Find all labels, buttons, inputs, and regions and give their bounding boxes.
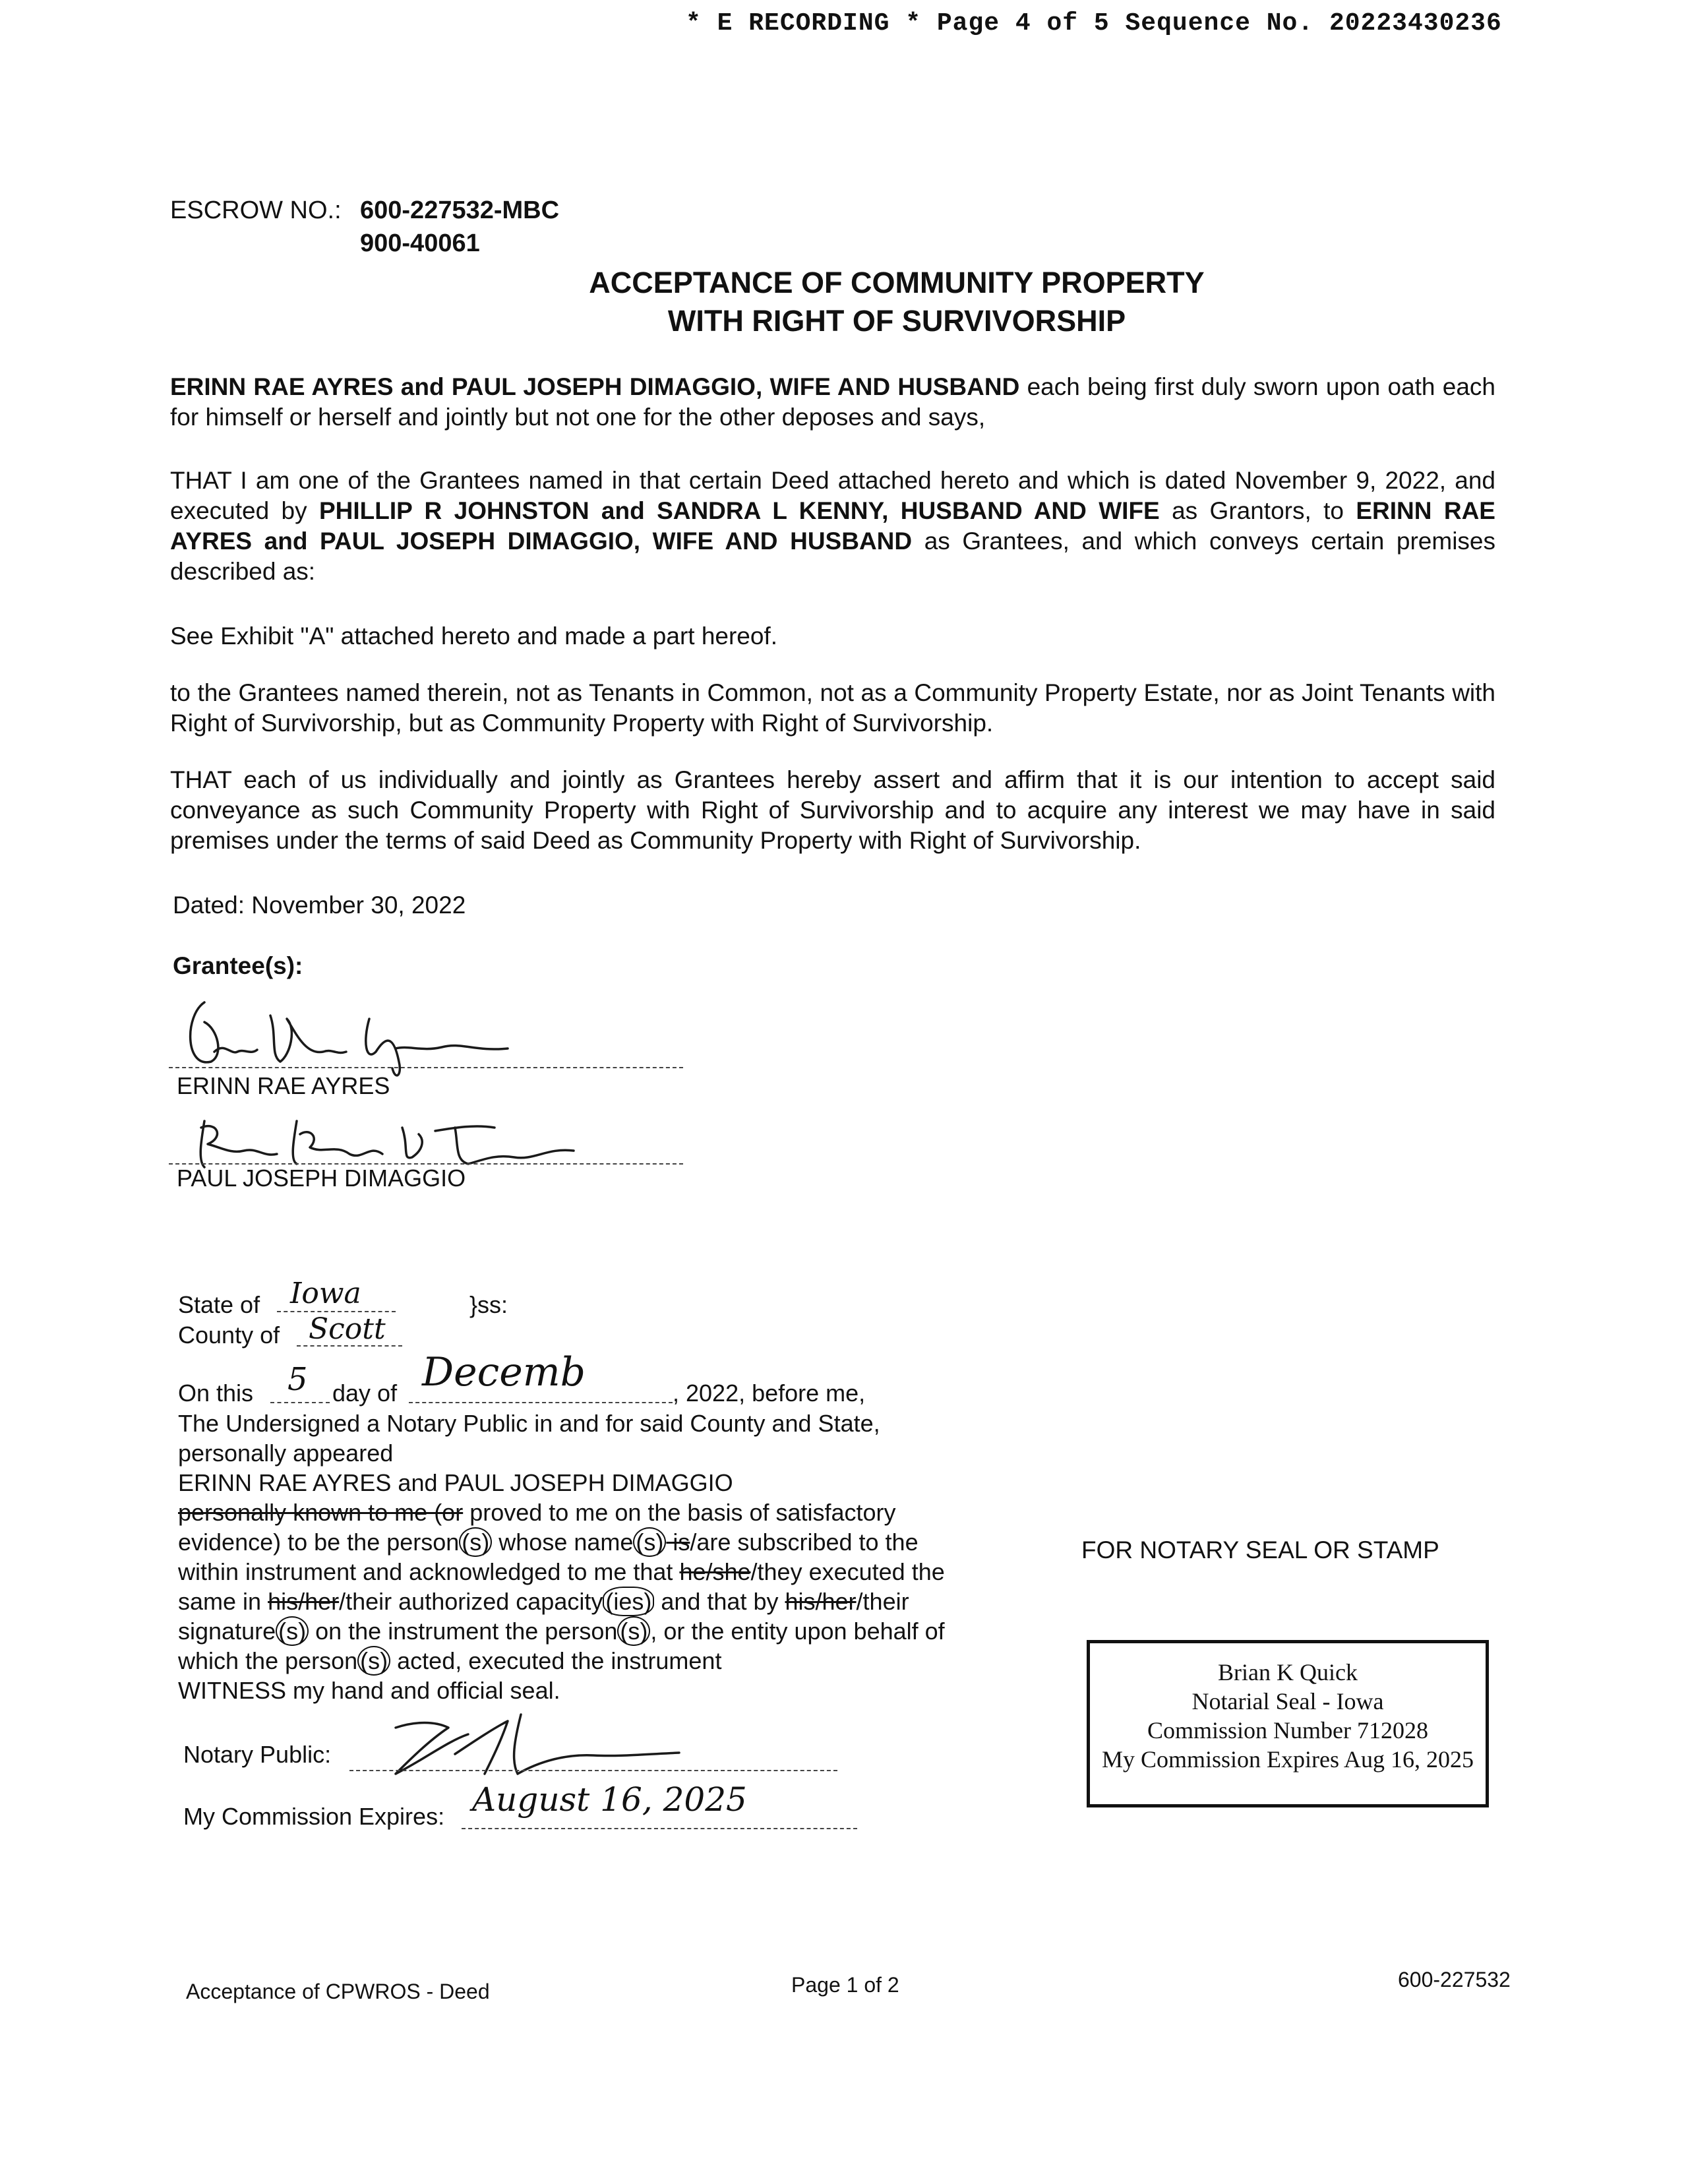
struck-hisher-1: his/her xyxy=(268,1588,340,1615)
notary-line-10 xyxy=(178,1646,1062,1676)
notary-l6b: whose name xyxy=(492,1529,634,1556)
document-title xyxy=(0,264,1688,340)
notary-public-label: Notary Public: xyxy=(183,1741,332,1768)
deed-ref-text-c: as Grantors, to xyxy=(1159,497,1356,524)
paragraph-affirmation: THAT each of us individually and jointly as Grantees hereby assert and affirm that it is our intention to accept said conveyance as such Community Property with Right of Survivorship and to acquire any interest we may have in said premises under the terms of said Deed as Community Property with Right of Survivorship. xyxy=(170,766,1495,854)
paragraph-deposition xyxy=(170,372,1495,433)
notary-line-5 xyxy=(178,1498,1062,1527)
county-label: County of xyxy=(178,1321,280,1349)
grantees-names-bold-2: ERINN RAE AYRES and PAUL JOSEPH DIMAGGIO, WIFE AND HUSBAND xyxy=(170,497,1495,555)
notary-l7b: /they executed the xyxy=(750,1558,945,1585)
circled-s-1: (s) xyxy=(459,1527,492,1557)
recording-header: * E RECORDING * Page 4 of 5 Sequence No. 20223430236 xyxy=(686,9,1502,38)
title-line-2: WITH RIGHT OF SURVIVORSHIP xyxy=(667,304,1126,338)
circled-ies: (ies) xyxy=(603,1587,654,1616)
escrow-number-primary: 600-227532-MBC xyxy=(360,197,560,224)
state-handwritten: Iowa xyxy=(290,1277,361,1310)
notary-l9a: signature xyxy=(178,1618,276,1645)
grantees-label: Grantee(s): xyxy=(173,952,303,979)
commission-expires-label: My Commission Expires: xyxy=(183,1803,445,1830)
notary-l8b: /their authorized capacity xyxy=(339,1588,603,1615)
year-before-me: , 2022, before me, xyxy=(673,1380,866,1407)
notary-l10a: which the person xyxy=(178,1647,358,1674)
struck-is: is xyxy=(666,1529,690,1556)
dated-line: Dated: November 30, 2022 xyxy=(173,892,466,919)
day-handwritten: 5 xyxy=(287,1361,308,1398)
notary-l10b: acted, executed the instrument xyxy=(390,1647,722,1674)
notary-line-witness: WITNESS my hand and official seal. xyxy=(178,1677,560,1704)
notary-line-7 xyxy=(178,1557,1062,1587)
deed-ref-text-e: as Grantees, and which conveys certain premises described as: xyxy=(170,528,1496,585)
escrow-block xyxy=(170,194,559,260)
day-of-label: day of xyxy=(332,1380,398,1407)
notary-stamp xyxy=(1087,1640,1489,1807)
circled-s-2: (s) xyxy=(633,1527,666,1557)
commission-expires-handwritten: August 16, 2025 xyxy=(472,1780,747,1819)
paragraph-tenancy: to the Grantees named therein, not as Tenants in Common, not as a Community Property Estate, nor as Joint Tenants with Right of Survivorship, but as Community Property with Right of Survivorship. xyxy=(170,679,1495,737)
notary-l7a: within instrument and acknowledged to me that xyxy=(178,1558,680,1585)
notary-l6d: /are subscribed to the xyxy=(690,1529,919,1556)
paragraph-deed-reference xyxy=(170,466,1495,587)
grantee-name-2: PAUL JOSEPH DIMAGGIO xyxy=(177,1165,466,1192)
grantors-names-bold: PHILLIP R JOHNSTON and SANDRA L KENNY, HUSBAND AND WIFE xyxy=(319,497,1160,524)
footer-doc-name: Acceptance of CPWROS - Deed xyxy=(186,1980,490,2003)
county-handwritten: Scott xyxy=(309,1312,386,1346)
stamp-commission-number: Commission Number 712028 xyxy=(1147,1717,1428,1744)
stamp-name: Brian K Quick xyxy=(1218,1659,1358,1685)
notary-l8d: /their xyxy=(856,1588,909,1615)
circled-s-5: (s) xyxy=(357,1646,390,1676)
stamp-expiration: My Commission Expires Aug 16, 2025 xyxy=(1101,1746,1474,1773)
circled-s-4: (s) xyxy=(617,1616,650,1646)
notary-signature xyxy=(369,1701,699,1780)
notary-line-6 xyxy=(178,1527,1062,1557)
notary-l5-rest: proved to me on the basis of satisfactory xyxy=(463,1499,896,1526)
notary-line-names: ERINN RAE AYRES and PAUL JOSEPH DIMAGGIO xyxy=(178,1469,733,1496)
notary-line-9 xyxy=(178,1616,1062,1646)
escrow-label: ESCROW NO.: xyxy=(170,197,342,224)
stamp-seal-state: Notarial Seal - Iowa xyxy=(1191,1688,1384,1714)
notary-l8a: same in xyxy=(178,1588,268,1615)
grantees-names-bold: ERINN RAE AYRES and PAUL JOSEPH DIMAGGIO, WIFE AND HUSBAND xyxy=(170,373,1020,400)
paragraph-exhibit: See Exhibit "A" attached hereto and made a part hereof. xyxy=(170,622,778,650)
notary-l9c: , or the entity upon behalf of xyxy=(650,1618,945,1645)
footer-page-number: Page 1 of 2 xyxy=(791,1973,899,1997)
on-this-label: On this xyxy=(178,1380,254,1407)
ss-mark: }ss: xyxy=(469,1291,508,1318)
struck-hisher-2: his/her xyxy=(785,1588,857,1615)
deposition-text: each being first duly sworn upon oath each for himself or herself and jointly but not one for the other deposes and says, xyxy=(170,373,1496,431)
notary-seal-label: FOR NOTARY SEAL OR STAMP xyxy=(1081,1536,1439,1563)
month-handwritten: Decemb xyxy=(422,1349,586,1395)
struck-heshe: he/she xyxy=(679,1558,751,1585)
notary-line-undersigned: The Undersigned a Notary Public in and for said County and State, xyxy=(178,1410,880,1437)
escrow-number-secondary: 900-40061 xyxy=(360,229,480,257)
title-line-1: ACCEPTANCE OF COMMUNITY PROPERTY xyxy=(589,266,1205,299)
notary-l8c: and that by xyxy=(654,1588,785,1615)
footer-escrow-number: 600-227532 xyxy=(1398,1968,1511,1991)
notary-line-8 xyxy=(178,1587,1062,1616)
notary-l6a: evidence) to be the person xyxy=(178,1529,460,1556)
circled-s-3: (s) xyxy=(276,1616,309,1646)
notary-line-appeared: personally appeared xyxy=(178,1440,394,1467)
grantee-name-1: ERINN RAE AYRES xyxy=(177,1072,390,1099)
deed-ref-text-a: THAT I am one of the Grantees named in that certain Deed attached hereto and which is dated November 9, 2022, and executed by xyxy=(170,467,1495,524)
state-label: State of xyxy=(178,1291,260,1318)
struck-personally-known: personally known to me (or xyxy=(178,1499,464,1526)
notary-l9b: on the instrument the person xyxy=(309,1618,618,1645)
